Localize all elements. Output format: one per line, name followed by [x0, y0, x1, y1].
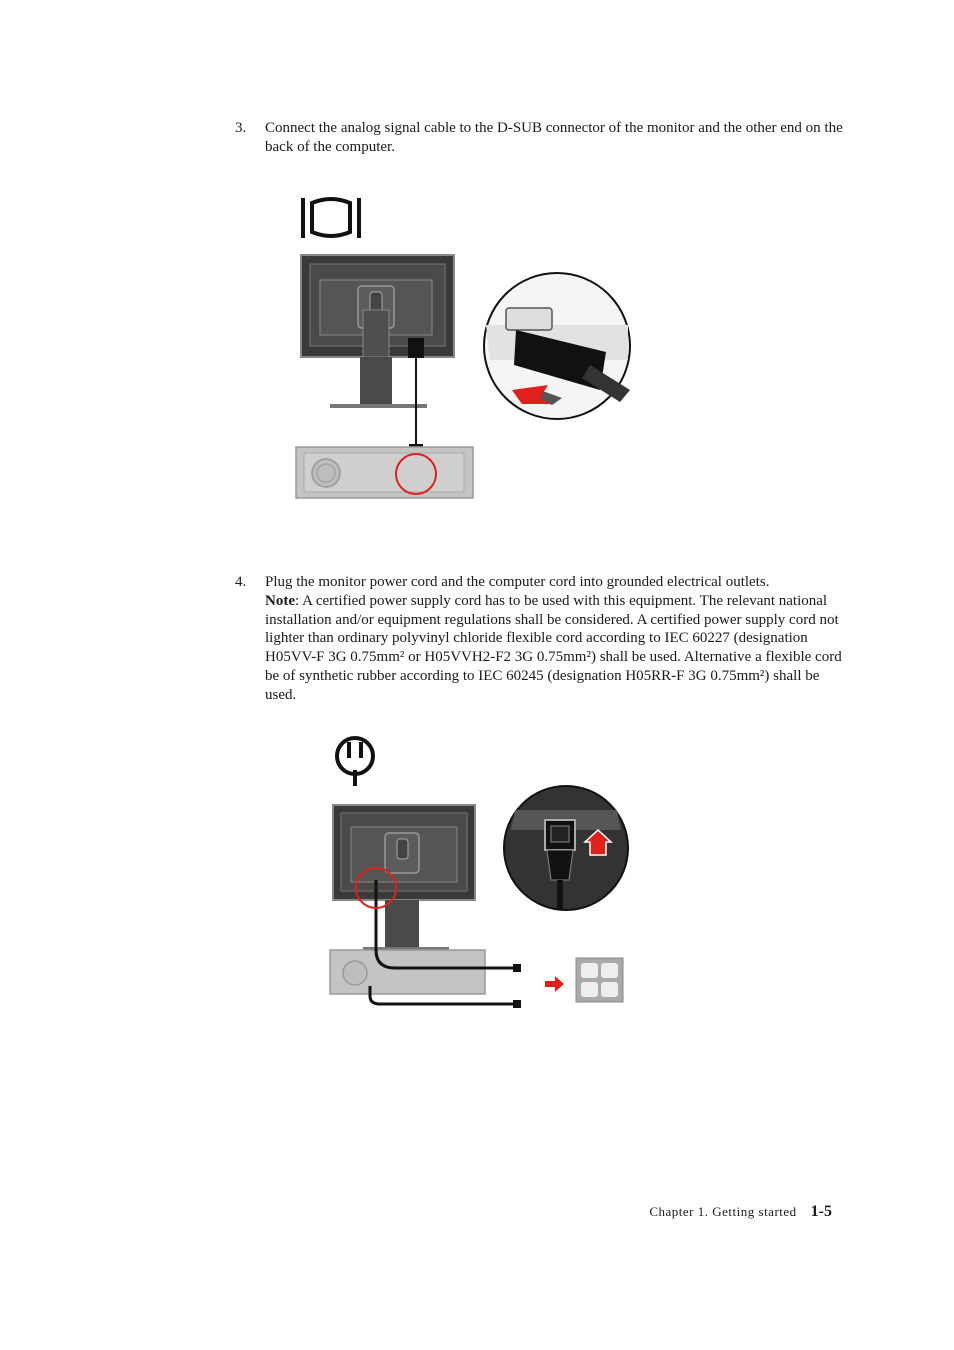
note-label: Note: [265, 592, 295, 609]
power-plug-icon: [337, 738, 373, 786]
computer-back-illustration: [296, 447, 473, 498]
step-text: Connect the analog signal cable to the D-SUB connector of the monitor and the other end on the back of the computer.: [265, 120, 843, 155]
analog-cable-figure: [290, 180, 640, 505]
right-arrow-icon: [545, 976, 564, 992]
computer-back-illustration: [330, 950, 485, 994]
power-port-zoom: [504, 786, 628, 910]
power-cord-figure: [325, 730, 635, 1015]
vga-monitor-icon: [301, 198, 361, 238]
step-number: 4.: [235, 574, 247, 590]
page-footer: [560, 1203, 832, 1221]
step-number: 3.: [235, 120, 247, 136]
note-text: : A certified power supply cord has to be used with this equipment. The relevant national installation and/or equipment regulations shall be considered. A certified power supply cord not lighter than ordinary polyvinyl chloride flexible cord according to IEC 60227 (designation H05VV-F 3G 0.75mm² or H05VVH2-F2 3G 0.75mm²) shall be used. Alternative a flexible cord be of synthetic rubber according to IEC 60245 (designation H05RR-F 3G 0.75mm²) shall be used.: [265, 592, 842, 703]
step-text: Plug the monitor power cord and the computer cord into grounded electrical outlets.: [265, 574, 770, 590]
monitor-back-illustration: [301, 255, 454, 408]
monitor-back-illustration: [333, 805, 475, 951]
step-4: [235, 573, 845, 705]
page-number: 1-5: [810, 1203, 832, 1220]
d-sub-connector-zoom: [484, 273, 630, 419]
chapter-title: Chapter 1. Getting started: [649, 1204, 797, 1219]
wall-outlet-icon: [576, 958, 623, 1002]
note-paragraph: [265, 592, 845, 705]
step-3: [235, 119, 845, 157]
